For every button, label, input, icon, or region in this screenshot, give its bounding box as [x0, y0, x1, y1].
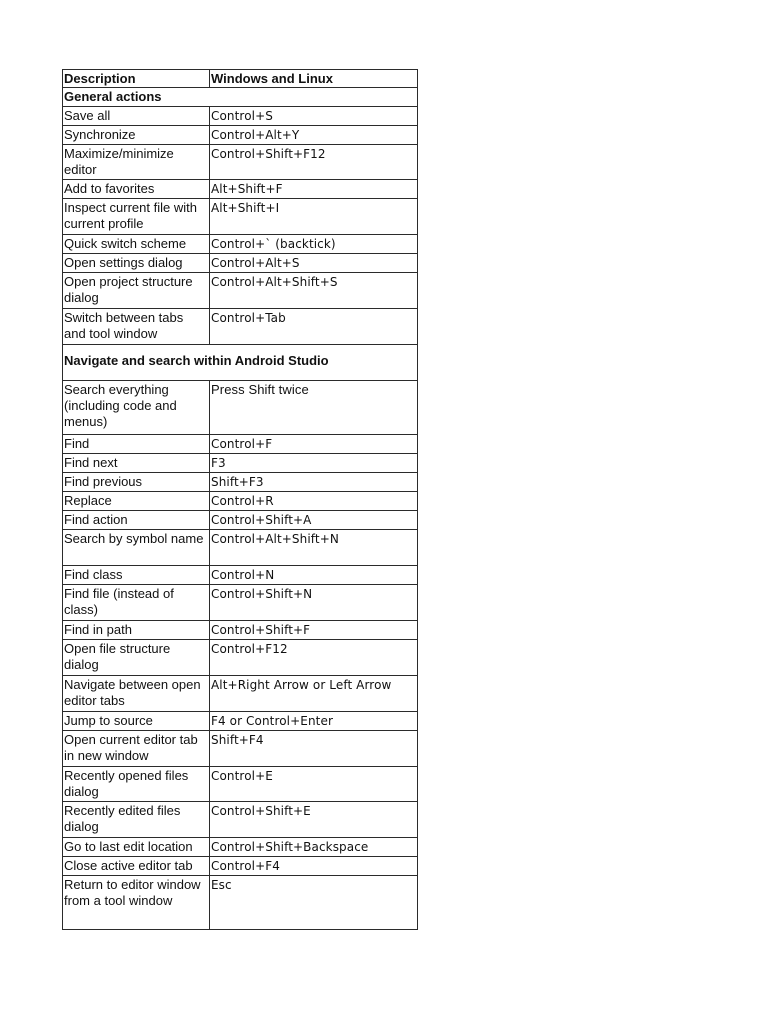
shortcut-description: Go to last edit location [63, 838, 210, 857]
shortcuts-table [62, 69, 418, 930]
shortcut-keys: Control+Shift+Backspace [210, 838, 418, 857]
table-row [63, 309, 418, 345]
shortcut-keys: F4 or Control+Enter [210, 712, 418, 731]
shortcut-keys: Control+F4 [210, 857, 418, 876]
section-title-navigate: Navigate and search within Android Studio [63, 345, 418, 381]
table-row [63, 273, 418, 309]
shortcut-description: Inspect current file with current profile [63, 199, 210, 235]
shortcut-keys: Control+F [210, 435, 418, 454]
table-row [63, 838, 418, 857]
shortcut-keys: Control+Alt+S [210, 254, 418, 273]
shortcut-keys: Alt+Shift+I [210, 199, 418, 235]
table-row [63, 145, 418, 180]
shortcut-description: Switch between tabs and tool window [63, 309, 210, 345]
table-row [63, 126, 418, 145]
table-row [63, 381, 418, 435]
shortcut-description: Return to editor window from a tool window [63, 876, 210, 930]
shortcut-description: Add to favorites [63, 180, 210, 199]
general-actions-rows [63, 107, 418, 345]
shortcut-keys: Control+E [210, 767, 418, 802]
table-row [63, 731, 418, 767]
table-row [63, 235, 418, 254]
shortcut-keys: Control+R [210, 492, 418, 511]
shortcut-description: Search by symbol name [63, 530, 210, 566]
shortcut-description: Find [63, 435, 210, 454]
shortcut-description: Open settings dialog [63, 254, 210, 273]
shortcut-description: Navigate between open editor tabs [63, 676, 210, 712]
shortcut-description: Find previous [63, 473, 210, 492]
shortcut-description: Open project structure dialog [63, 273, 210, 309]
table-row [63, 876, 418, 930]
shortcut-keys: Esc [210, 876, 418, 930]
shortcut-description: Open file structure dialog [63, 640, 210, 676]
table-row [63, 180, 418, 199]
shortcut-description: Find file (instead of class) [63, 585, 210, 621]
table-row [63, 566, 418, 585]
table-row [63, 199, 418, 235]
shortcut-description: Find action [63, 511, 210, 530]
shortcut-description: Find class [63, 566, 210, 585]
navigate-search-rows [63, 381, 418, 930]
shortcut-description: Save all [63, 107, 210, 126]
table-row [63, 254, 418, 273]
table-row [63, 492, 418, 511]
section-row-navigate [63, 345, 418, 381]
header-description: Description [63, 70, 210, 88]
shortcut-keys: Alt+Right Arrow or Left Arrow [210, 676, 418, 712]
table-header-row [63, 70, 418, 88]
table-row [63, 530, 418, 566]
header-windows-linux: Windows and Linux [210, 70, 418, 88]
shortcut-keys: Control+F12 [210, 640, 418, 676]
shortcut-keys: F3 [210, 454, 418, 473]
table-row [63, 857, 418, 876]
shortcut-description: Quick switch scheme [63, 235, 210, 254]
shortcut-keys: Control+Shift+F [210, 621, 418, 640]
table-row [63, 107, 418, 126]
shortcut-description: Search everything (including code and menus) [63, 381, 210, 435]
shortcut-keys: Press Shift twice [210, 381, 418, 435]
shortcut-description: Open current editor tab in new window [63, 731, 210, 767]
shortcut-keys: Alt+Shift+F [210, 180, 418, 199]
shortcut-keys: Control+Alt+Y [210, 126, 418, 145]
section-title-general: General actions [63, 88, 418, 107]
shortcut-description: Maximize/minimize editor [63, 145, 210, 180]
shortcut-keys: Control+Alt+Shift+S [210, 273, 418, 309]
shortcut-description: Find in path [63, 621, 210, 640]
table-row [63, 454, 418, 473]
table-row [63, 767, 418, 802]
table-row [63, 676, 418, 712]
shortcut-keys: Control+Tab [210, 309, 418, 345]
table-row [63, 511, 418, 530]
shortcut-description: Replace [63, 492, 210, 511]
shortcut-keys: Control+Shift+F12 [210, 145, 418, 180]
shortcut-description: Close active editor tab [63, 857, 210, 876]
shortcut-keys: Shift+F3 [210, 473, 418, 492]
table-row [63, 473, 418, 492]
table-row [63, 712, 418, 731]
shortcut-keys: Control+Shift+A [210, 511, 418, 530]
table-row [63, 621, 418, 640]
shortcut-keys: Shift+F4 [210, 731, 418, 767]
shortcut-description: Jump to source [63, 712, 210, 731]
shortcut-keys: Control+Shift+N [210, 585, 418, 621]
table-row [63, 640, 418, 676]
shortcut-description: Recently opened files dialog [63, 767, 210, 802]
table-row [63, 435, 418, 454]
table-row [63, 802, 418, 838]
shortcut-keys: Control+N [210, 566, 418, 585]
shortcut-description: Synchronize [63, 126, 210, 145]
section-row-general [63, 88, 418, 107]
shortcut-description: Find next [63, 454, 210, 473]
shortcut-keys: Control+S [210, 107, 418, 126]
shortcut-keys: Control+Alt+Shift+N [210, 530, 418, 566]
shortcut-description: Recently edited files dialog [63, 802, 210, 838]
table-row [63, 585, 418, 621]
shortcut-keys: Control+Shift+E [210, 802, 418, 838]
shortcut-keys: Control+` (backtick) [210, 235, 418, 254]
